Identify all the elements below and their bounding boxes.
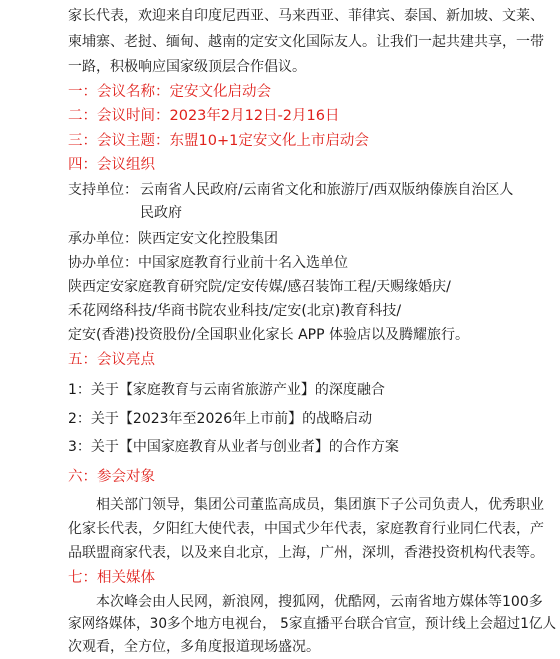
support-line-2: 民政府 [140, 205, 182, 221]
section-6-heading: 六：参会对象 [68, 469, 155, 485]
highlight-item-3: 3：关于【中国家庭教育从业者与创业者】的合作方案 [68, 439, 399, 455]
section-1-heading: 一：会议名称：定安文化启动会 [68, 84, 271, 100]
intro-line-2: 柬埔寨、老挝、缅甸、越南的定安文化国际友人。让我们一起共建共享，一带 [68, 34, 544, 50]
section-3-heading: 三：会议主题：东盟10+1定安文化上市启动会 [68, 133, 369, 149]
highlight-item-2: 2：关于【2023年至2026年上市前】的战略启动 [68, 411, 373, 427]
attendees-line-3: 品联盟商家代表，以及来自北京，上海，广州，深圳，香港投资机构代表等。 [68, 545, 544, 561]
co-organizer-label: 协办单位：中国家庭教育行业前十名入选单位 [68, 255, 348, 271]
support-label: 支持单位： [68, 182, 138, 198]
section-7-heading: 七：相关媒体 [68, 570, 155, 586]
co-organizer-line-3: 定安(香港)投资股份/全国职业化家长 APP 体验店以及腾耀旅行。 [68, 327, 470, 343]
media-line-1: 本次峰会由人民网，新浪网，搜狐网，优酷网，云南省地方媒体等100多 [96, 594, 543, 610]
attendees-line-1: 相关部门领导，集团公司董监高成员，集团旗下子公司负责人，优秀职业 [96, 497, 544, 513]
highlight-item-1: 1：关于【家庭教育与云南省旅游产业】的深度融合 [68, 382, 385, 398]
intro-line-3: 一路，积极响应国家级顶层合作倡议。 [68, 59, 306, 75]
section-2-heading: 二：会议时间：2023年2月12日-2月16日 [68, 108, 340, 124]
media-line-2: 家网络媒体，30多个地方电视台， 5家直播平台联合官宣，预计线上会超过1亿人 [68, 616, 557, 632]
section-4-heading: 四：会议组织 [68, 157, 155, 173]
host-unit: 承办单位：陕西定安文化控股集团 [68, 231, 278, 247]
attendees-line-2: 化家长代表，夕阳红大使代表，中国式少年代表，家庭教育行业同仁代表，产 [68, 521, 544, 537]
support-line-1: 云南省人民政府/云南省文化和旅游厅/西双版纳傣族自治区人 [140, 182, 514, 198]
intro-line-1: 家长代表，欢迎来自印度尼西亚、马来西亚、菲律宾、泰国、新加坡、文莱、 [68, 8, 544, 24]
section-5-heading: 五：会议亮点 [68, 352, 155, 368]
co-organizer-line-1: 陕西定安家庭教育研究院/定安传媒/感召装饰工程/天赐缘婚庆/ [68, 279, 451, 295]
media-line-3: 次观看，全方位，多角度报道现场盛况。 [68, 639, 320, 655]
co-organizer-line-2: 禾花网络科技/华商书院农业科技/定安(北京)教育科技/ [68, 303, 402, 319]
